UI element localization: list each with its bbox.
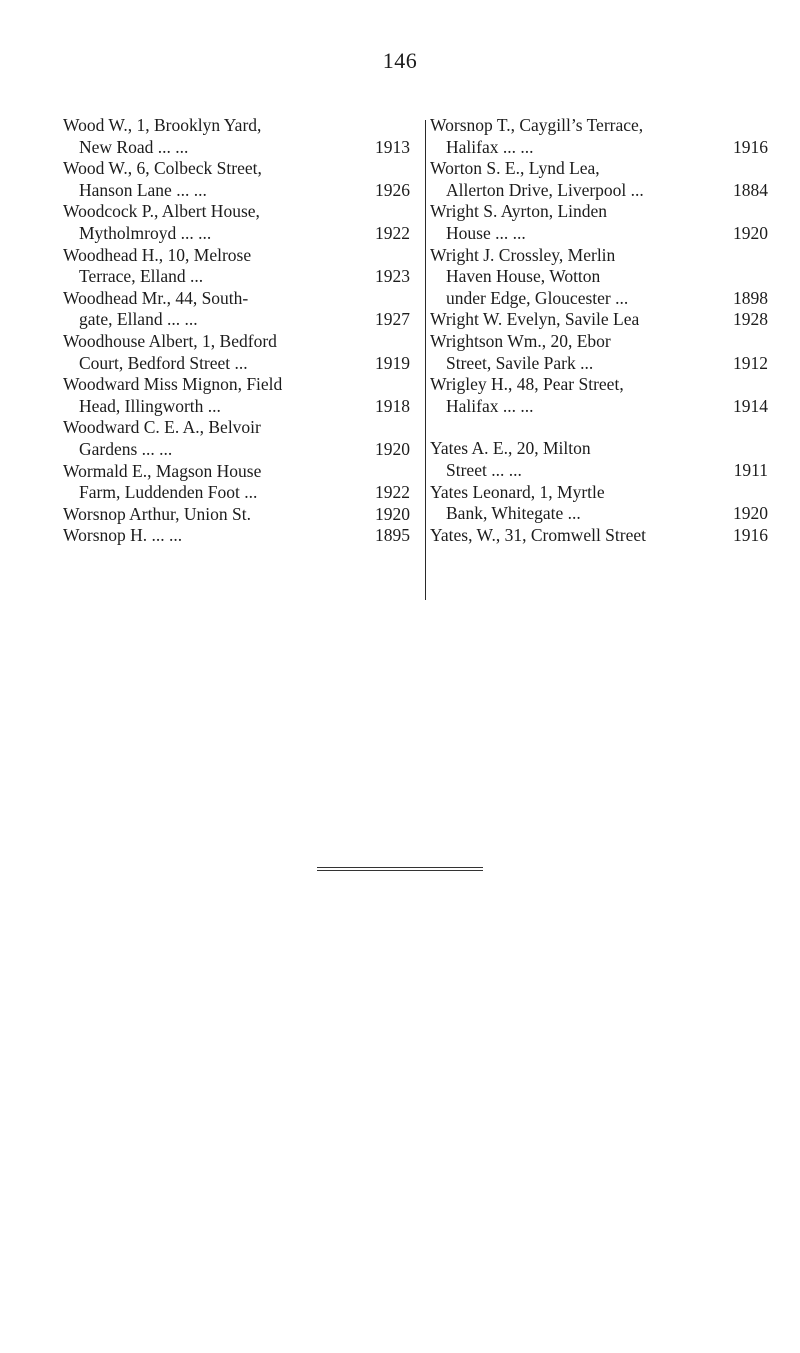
entry-year: 1918 xyxy=(375,395,410,416)
entry-year: 1919 xyxy=(375,352,410,373)
entry-year: 1916 xyxy=(733,524,768,545)
entry-year: 1884 xyxy=(733,179,768,200)
entry-continuation-line xyxy=(63,353,418,375)
entry-continuation-line xyxy=(430,503,770,525)
entry-continuation-line xyxy=(63,439,418,461)
entry-name-line xyxy=(430,309,770,331)
page-number: 146 xyxy=(382,48,418,73)
entry-name-line xyxy=(63,201,418,223)
directory-entry xyxy=(63,417,418,460)
entry-text: Wormald E., Magson House xyxy=(63,460,262,481)
entry-name-line xyxy=(63,504,418,526)
entry-year: 1926 xyxy=(375,179,410,200)
entry-text: Yates A. E., 20, Milton xyxy=(430,438,591,459)
entry-text: Woodward Miss Mignon, Field xyxy=(63,374,283,395)
entry-continuation-line xyxy=(63,180,418,202)
directory-entry xyxy=(430,309,770,331)
entry-text: Farm, Luddenden Foot ... xyxy=(79,482,258,503)
entry-text: Hanson Lane ... ... xyxy=(79,179,207,200)
entry-year: 1923 xyxy=(375,266,410,287)
entry-text: Woodward C. E. A., Belvoir xyxy=(63,417,261,438)
entry-text: Woodcock P., Albert House, xyxy=(63,201,260,222)
entry-year: 1920 xyxy=(375,438,410,459)
entry-text: Woodhead H., 10, Melrose xyxy=(63,244,252,265)
entry-text: Woodhead Mr., 44, South- xyxy=(63,287,249,308)
entry-text: gate, Elland ... ... xyxy=(79,309,198,330)
end-rule-top xyxy=(317,867,483,868)
directory-entry xyxy=(430,158,770,201)
directory-entry xyxy=(430,245,770,310)
entry-year: 1928 xyxy=(733,309,768,330)
end-rule-bottom xyxy=(317,870,483,871)
entry-name-line xyxy=(63,331,418,353)
entry-name-line xyxy=(430,374,770,396)
entry-name-line xyxy=(430,245,770,267)
entry-text: Worsnop H. ... ... xyxy=(63,525,183,546)
entry-name-line xyxy=(63,461,418,483)
entry-year: 1922 xyxy=(375,222,410,243)
directory-entry xyxy=(430,115,770,158)
entry-name-line xyxy=(430,525,770,547)
directory-entry xyxy=(430,331,770,374)
directory-entry xyxy=(63,245,418,288)
entry-name-line xyxy=(63,158,418,180)
section-gap xyxy=(430,417,770,438)
entry-name-line xyxy=(430,115,770,137)
entry-continuation-line xyxy=(63,309,418,331)
directory-entry xyxy=(63,525,418,547)
directory-entry xyxy=(430,438,770,481)
entry-year: 1913 xyxy=(375,136,410,157)
entry-text: Terrace, Elland ... xyxy=(79,266,204,287)
entry-year: 1927 xyxy=(375,309,410,330)
entry-text: Head, Illingworth ... xyxy=(79,395,221,416)
entry-name-line xyxy=(63,374,418,396)
entry-text: Yates Leonard, 1, Myrtle xyxy=(430,481,605,502)
entry-year: 1920 xyxy=(733,503,768,524)
entry-continuation-line xyxy=(430,223,770,245)
entry-text: Court, Bedford Street ... xyxy=(79,352,248,373)
entry-continuation-line xyxy=(63,223,418,245)
entry-year: 1914 xyxy=(733,395,768,416)
entry-continuation-line xyxy=(430,396,770,418)
entry-name-line xyxy=(430,158,770,180)
entry-text: Wood W., 1, Brooklyn Yard, xyxy=(63,115,262,135)
entry-text: Bank, Whitegate ... xyxy=(446,503,581,524)
entry-continuation-line xyxy=(430,353,770,375)
entry-name-line xyxy=(430,331,770,353)
entry-text: Street ... ... xyxy=(446,459,522,480)
entry-name-line xyxy=(63,525,418,547)
entry-text: House ... ... xyxy=(446,222,526,243)
directory-entry xyxy=(430,525,770,547)
entry-text: Wright J. Crossley, Merlin xyxy=(430,244,616,265)
entry-continuation-line xyxy=(430,266,770,288)
directory-entry xyxy=(63,201,418,244)
entry-year: 1920 xyxy=(375,503,410,524)
entry-continuation-line xyxy=(430,288,770,310)
entry-continuation-line xyxy=(63,396,418,418)
entry-continuation-line xyxy=(430,137,770,159)
entry-text: Wrigley H., 48, Pear Street, xyxy=(430,374,624,395)
entry-text: Wood W., 6, Colbeck Street, xyxy=(63,158,262,179)
directory-entry xyxy=(63,374,418,417)
entry-text: Yates, W., 31, Cromwell Street xyxy=(430,524,646,545)
entry-name-line xyxy=(63,417,418,439)
entry-year: 1912 xyxy=(733,352,768,373)
entry-text: Mytholmroyd ... ... xyxy=(79,222,212,243)
directory-entry xyxy=(430,201,770,244)
column-divider xyxy=(425,120,426,600)
directory-entry xyxy=(63,461,418,504)
entry-name-line xyxy=(63,115,418,137)
entry-text: Gardens ... ... xyxy=(79,438,173,459)
entry-year: 1895 xyxy=(375,525,410,546)
directory-entry xyxy=(430,482,770,525)
entry-text: Wright S. Ayrton, Linden xyxy=(430,201,608,222)
left-column xyxy=(63,115,418,547)
entry-year: 1916 xyxy=(733,136,768,157)
entry-continuation-line xyxy=(63,266,418,288)
directory-entry xyxy=(430,374,770,417)
directory-entry xyxy=(63,115,418,158)
directory-entry xyxy=(63,504,418,526)
entry-name-line xyxy=(430,438,770,460)
entry-continuation-line xyxy=(63,482,418,504)
entry-name-line xyxy=(63,288,418,310)
entry-text: Worsnop T., Caygill’s Terrace, xyxy=(430,115,644,135)
entry-year: 1911 xyxy=(733,459,768,480)
entry-continuation-line xyxy=(430,460,770,482)
directory-entry xyxy=(63,288,418,331)
right-column xyxy=(430,115,770,546)
entry-text: Haven House, Wotton xyxy=(446,266,601,287)
entry-text: Wrightson Wm., 20, Ebor xyxy=(430,330,611,351)
directory-entry xyxy=(63,331,418,374)
entry-text: Wright W. Evelyn, Savile Lea xyxy=(430,309,640,330)
directory-entry xyxy=(63,158,418,201)
entry-text: Halifax ... ... xyxy=(446,395,534,416)
entry-text: Street, Savile Park ... xyxy=(446,352,594,373)
entry-name-line xyxy=(430,201,770,223)
entry-year: 1922 xyxy=(375,482,410,503)
entry-text: under Edge, Gloucester ... xyxy=(446,287,629,308)
entry-year: 1920 xyxy=(733,222,768,243)
entry-text: Halifax ... ... xyxy=(446,136,534,157)
entry-text: Allerton Drive, Liverpool ... xyxy=(446,179,644,200)
entry-continuation-line xyxy=(430,180,770,202)
entry-text: New Road ... ... xyxy=(79,136,189,157)
entry-text: Worsnop Arthur, Union St. xyxy=(63,503,251,524)
entry-continuation-line xyxy=(63,137,418,159)
entry-name-line xyxy=(430,482,770,504)
entry-text: Worton S. E., Lynd Lea, xyxy=(430,158,600,179)
entry-text: Woodhouse Albert, 1, Bedford xyxy=(63,330,277,351)
entry-year: 1898 xyxy=(733,287,768,308)
entry-name-line xyxy=(63,245,418,267)
